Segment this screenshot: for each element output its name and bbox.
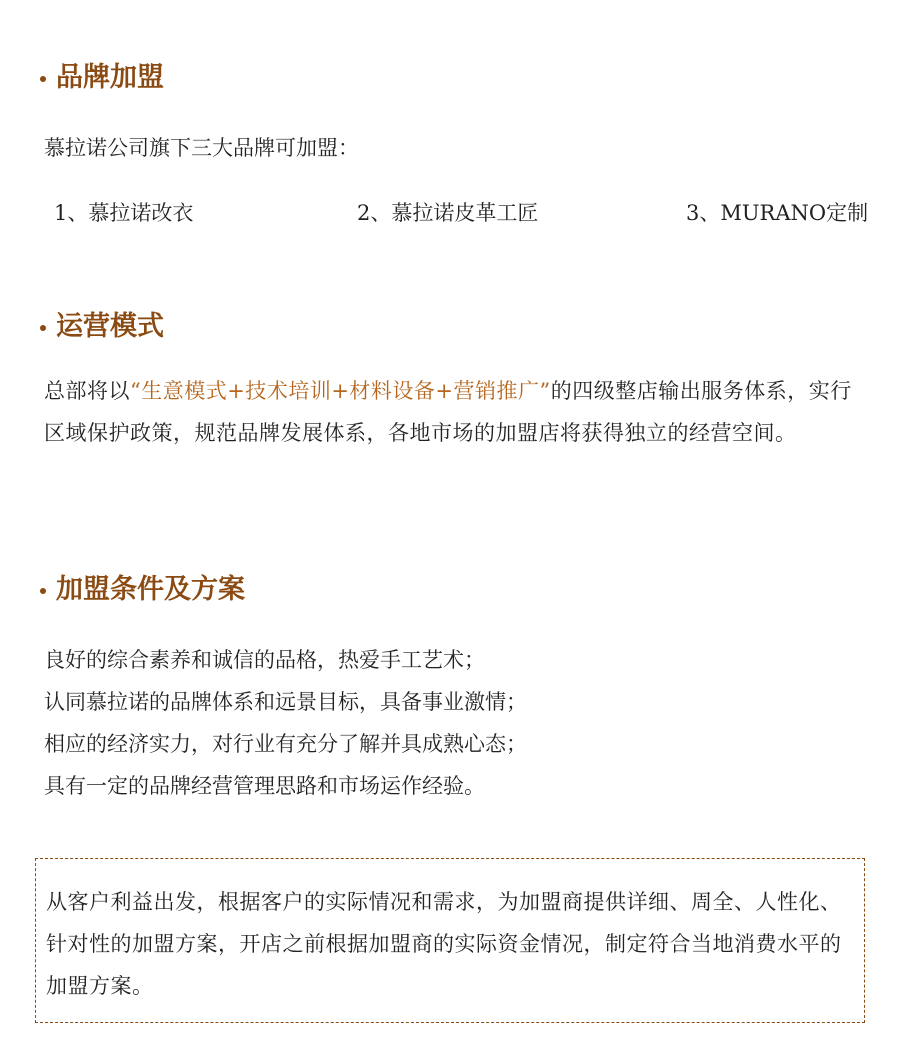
operation-heading-text: 运营模式 — [56, 311, 164, 342]
condition-line: 认同慕拉诺的品牌体系和远景目标，具备事业激情； — [44, 690, 527, 714]
brand-section-heading — [40, 64, 164, 91]
brand-item-alteration: 1、慕拉诺改衣 — [54, 201, 194, 225]
condition-line: 具有一定的品牌经营管理思路和市场运作经验。 — [44, 774, 485, 798]
brand-item-murano: 3、MURANO定制 — [686, 201, 869, 225]
plan-box — [35, 858, 865, 1023]
plan-box-text: 从客户利益出发，根据客户的实际情况和需求，为加盟商提供详细、周全、人性化、针对性的加盟方案，开店之前根据加盟商的实际资金情况，制定符合当地消费水平的加盟方案。 — [46, 890, 842, 998]
brand-intro: 慕拉诺公司旗下三大品牌可加盟： — [44, 136, 359, 160]
operation-para-prefix: 总部将以 — [44, 379, 130, 403]
operation-para-highlight: “生意模式+技术培训+材料设备+营销推广” — [130, 379, 551, 403]
bullet-dot-icon — [40, 76, 46, 82]
operation-para-suffix: 的四级整店输出服务体系，实行区域保护政策，规范品牌发展体系，各地市场的加盟店将获得独立的经营空间。 — [44, 379, 852, 445]
bullet-dot-icon — [40, 325, 46, 331]
operation-paragraph — [44, 370, 864, 454]
condition-line: 良好的综合素养和诚信的品格，热爱手工艺术； — [44, 648, 485, 672]
bullet-dot-icon — [40, 588, 46, 594]
brand-list — [0, 197, 900, 227]
brand-item-leather: 2、慕拉诺皮革工匠 — [357, 201, 539, 225]
operation-section-heading — [40, 313, 164, 340]
brand-heading-text: 品牌加盟 — [56, 62, 164, 93]
conditions-heading-text: 加盟条件及方案 — [56, 574, 245, 605]
condition-line: 相应的经济实力，对行业有充分了解并具成熟心态； — [44, 732, 527, 756]
conditions-section-heading — [40, 576, 245, 603]
